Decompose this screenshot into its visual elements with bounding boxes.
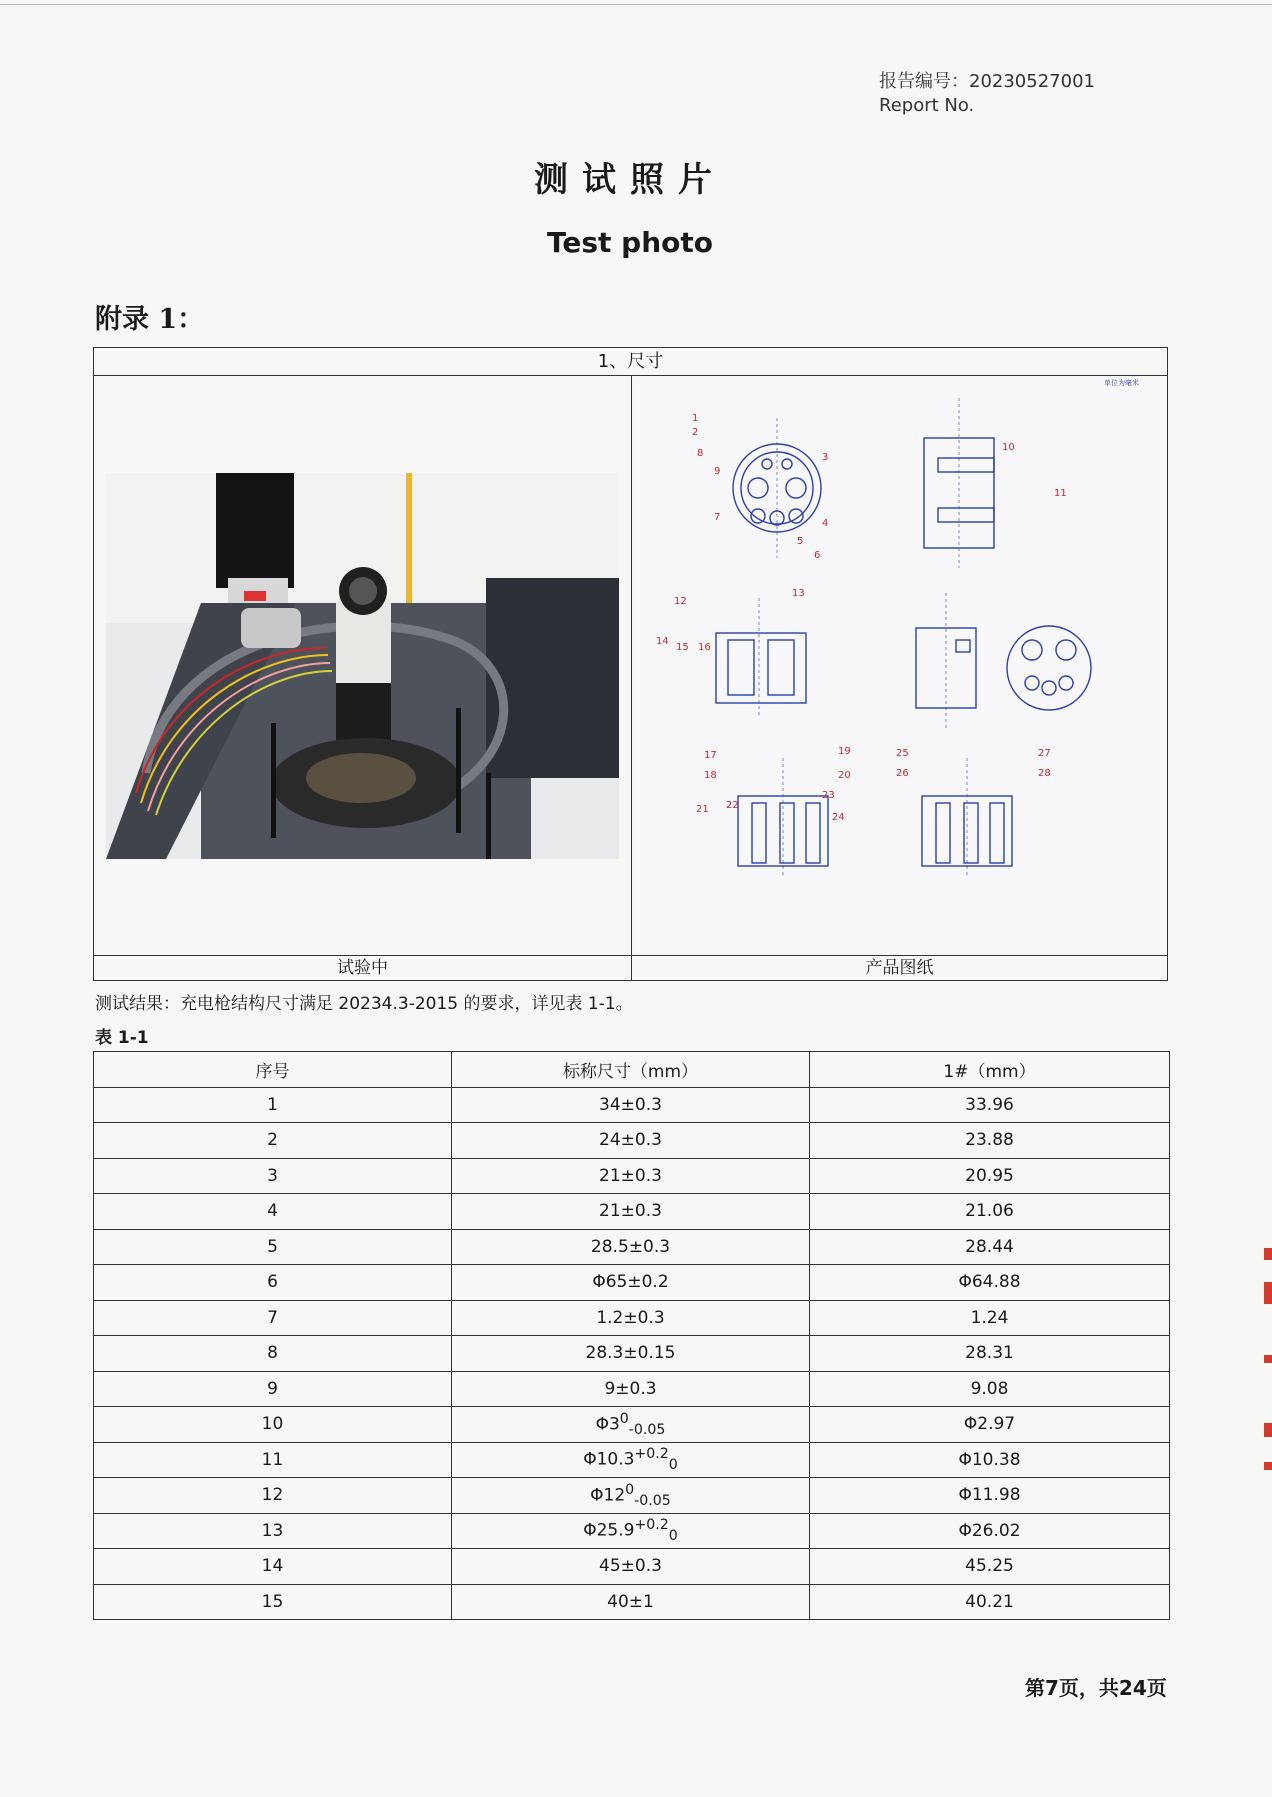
drawing-callout: 11 (1054, 488, 1067, 499)
row-nominal: 28.3±0.15 (452, 1336, 810, 1372)
drawing-callout: 24 (832, 812, 845, 823)
tolerance-upper: 0 (625, 1481, 635, 1498)
stamp-edge-mark (1264, 1248, 1272, 1260)
drawing-callout: 21 (696, 804, 709, 815)
photo-section (93, 347, 1168, 981)
row-no: 12 (94, 1478, 452, 1514)
report-no-value: 20230527001 (969, 71, 1095, 92)
page-number: 第7页，共24页 (1025, 1676, 1167, 1700)
row-measured: 33.96 (810, 1087, 1170, 1123)
drawing-callout: 1 (692, 413, 699, 424)
table-row (94, 1158, 1170, 1194)
table-label: 表 1-1 (95, 1028, 149, 1048)
row-measured: Φ10.38 (810, 1442, 1170, 1478)
row-measured: 1.24 (810, 1300, 1170, 1336)
drawing-callout: 13 (792, 588, 805, 599)
drawing-callout: 2 (692, 427, 699, 438)
nominal-base: Φ25.9 (583, 1520, 635, 1541)
row-nominal: 40±1 (452, 1584, 810, 1620)
caption-divider (94, 955, 1167, 956)
table-row (94, 1478, 1170, 1514)
row-measured: 45.25 (810, 1549, 1170, 1585)
top-rule (0, 4, 1272, 5)
report-no-label: 报告编号： (879, 71, 969, 92)
table-row (94, 1300, 1170, 1336)
table-row (94, 1584, 1170, 1620)
table-row (94, 1194, 1170, 1230)
row-measured: Φ2.97 (810, 1407, 1170, 1443)
tolerance-lower: 0 (668, 1528, 678, 1545)
drawing-callout: 20 (838, 770, 851, 781)
tolerance-lower: 0 (668, 1457, 678, 1474)
row-no: 10 (94, 1407, 452, 1443)
page-title-en: Test photo (546, 226, 713, 259)
photo-section-header: 1、尺寸 (94, 348, 1167, 376)
row-no: 11 (94, 1442, 452, 1478)
drawing-callout: 14 (656, 636, 669, 647)
row-measured: 23.88 (810, 1123, 1170, 1159)
row-measured: Φ26.02 (810, 1513, 1170, 1549)
page-title-cn: 测试照片 (534, 160, 726, 200)
nominal-base: Φ3 (595, 1414, 620, 1435)
row-no: 8 (94, 1336, 452, 1372)
tolerance-lower: -0.05 (634, 1492, 671, 1509)
table-row (94, 1513, 1170, 1549)
table-row (94, 1549, 1170, 1585)
tolerance-upper: +0.2 (634, 1517, 669, 1534)
product-drawing (634, 378, 1166, 953)
stamp-edge-mark (1264, 1462, 1272, 1470)
drawing-callout: 26 (896, 768, 909, 779)
drawing-unit-note: 单位为毫米 (1104, 379, 1139, 387)
stamp-edge-mark (1264, 1423, 1272, 1437)
row-nominal (452, 1513, 810, 1549)
drawing-callout: 15 (676, 642, 689, 653)
row-measured: 28.31 (810, 1336, 1170, 1372)
drawing-callout: 12 (674, 596, 687, 607)
drawing-callout: 7 (714, 512, 721, 523)
row-nominal: 9±0.3 (452, 1371, 810, 1407)
row-measured: 21.06 (810, 1194, 1170, 1230)
row-no: 6 (94, 1265, 452, 1301)
row-nominal (452, 1407, 810, 1443)
row-nominal: 45±0.3 (452, 1549, 810, 1585)
drawing-callout: 27 (1038, 748, 1051, 759)
row-nominal (452, 1442, 810, 1478)
row-no: 2 (94, 1123, 452, 1159)
row-nominal: 21±0.3 (452, 1158, 810, 1194)
test-setup-photo (106, 473, 619, 859)
drawing-callout: 25 (896, 748, 909, 759)
drawing-callout: 23 (822, 790, 835, 801)
stamp-edge-mark (1264, 1282, 1272, 1304)
tolerance-upper: 0 (619, 1410, 629, 1427)
row-nominal: 28.5±0.3 (452, 1229, 810, 1265)
header-nominal: 标称尺寸（mm） (452, 1052, 810, 1088)
photo-caption-testing: 试验中 (337, 958, 388, 978)
drawing-callout: 6 (814, 550, 821, 561)
drawing-callout: 19 (838, 746, 851, 757)
row-nominal: 34±0.3 (452, 1087, 810, 1123)
table-row (94, 1336, 1170, 1372)
drawing-callout: 8 (697, 448, 704, 459)
row-no: 5 (94, 1229, 452, 1265)
row-measured: 20.95 (810, 1158, 1170, 1194)
row-nominal: 24±0.3 (452, 1123, 810, 1159)
appendix-heading: 附录 1： (95, 304, 205, 335)
drawing-callout: 18 (704, 770, 717, 781)
row-nominal: 1.2±0.3 (452, 1300, 810, 1336)
row-no: 3 (94, 1158, 452, 1194)
row-measured: 9.08 (810, 1371, 1170, 1407)
row-no: 13 (94, 1513, 452, 1549)
column-divider (631, 375, 632, 980)
tolerance-upper: +0.2 (634, 1446, 669, 1463)
table-row (94, 1123, 1170, 1159)
row-measured: 40.21 (810, 1584, 1170, 1620)
row-measured: Φ64.88 (810, 1265, 1170, 1301)
table-row (94, 1265, 1170, 1301)
row-nominal (452, 1478, 810, 1514)
drawing-callout: 4 (822, 518, 829, 529)
row-no: 15 (94, 1584, 452, 1620)
row-nominal: 21±0.3 (452, 1194, 810, 1230)
table-row (94, 1371, 1170, 1407)
stamp-edge-mark (1264, 1355, 1272, 1363)
header-no: 序号 (94, 1052, 452, 1088)
drawing-callout: 5 (797, 536, 804, 547)
tolerance-lower: -0.05 (628, 1421, 666, 1438)
row-no: 4 (94, 1194, 452, 1230)
nominal-base: Φ10.3 (583, 1449, 635, 1470)
table-row (94, 1087, 1170, 1123)
drawing-callout: 28 (1038, 768, 1051, 779)
test-result-text: 测试结果：充电枪结构尺寸满足 20234.3-2015 的要求，详见表 1-1。 (95, 994, 633, 1014)
table-header-row (94, 1052, 1170, 1088)
photo-caption-drawing: 产品图纸 (865, 958, 934, 978)
row-no: 7 (94, 1300, 452, 1336)
drawing-callout: 10 (1002, 442, 1015, 453)
drawing-callout: 3 (822, 452, 829, 463)
header-measured: 1#（mm） (810, 1052, 1170, 1088)
report-no-en: Report No. (879, 95, 975, 116)
row-measured: Φ11.98 (810, 1478, 1170, 1514)
row-no: 9 (94, 1371, 452, 1407)
table-row (94, 1407, 1170, 1443)
report-number (879, 70, 1095, 118)
nominal-base: Φ12 (590, 1485, 626, 1506)
drawing-callout: 22 (726, 800, 739, 811)
dimension-table (93, 1051, 1170, 1620)
table-row (94, 1229, 1170, 1265)
row-no: 14 (94, 1549, 452, 1585)
row-measured: 28.44 (810, 1229, 1170, 1265)
row-no: 1 (94, 1087, 452, 1123)
drawing-callout: 16 (698, 642, 711, 653)
table-row (94, 1442, 1170, 1478)
row-nominal: Φ65±0.2 (452, 1265, 810, 1301)
drawing-callout: 9 (714, 466, 721, 477)
drawing-callout: 17 (704, 750, 717, 761)
